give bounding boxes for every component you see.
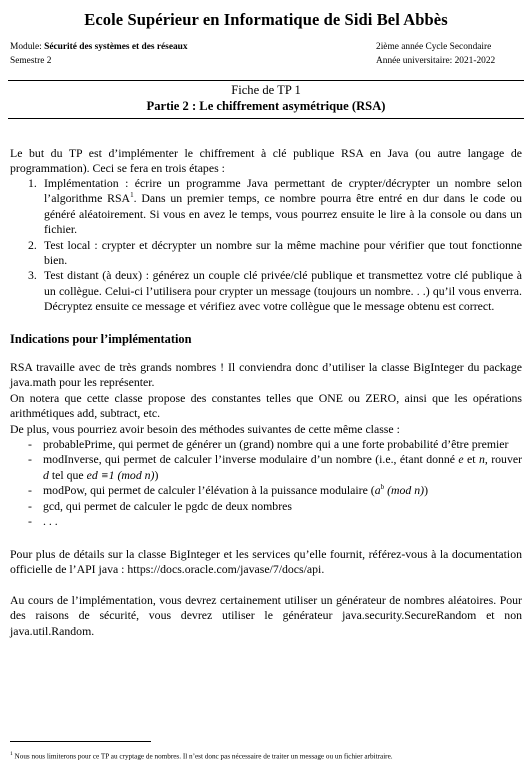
bottom-rule — [8, 118, 524, 119]
method-item — [28, 514, 522, 529]
step-item — [28, 268, 522, 314]
math-exponent: b — [380, 483, 385, 492]
module-label: Module: — [10, 42, 45, 52]
method-text: ) — [154, 467, 159, 482]
math-formula: (mod n) — [384, 483, 425, 498]
list-dash: - — [28, 498, 32, 513]
step-text-cont: . Dans un premier temps, ce nombre pourra être entré en dur dans le code ou généré aléatoirement. Si vous en avez le temps, vous pourrez ensuite le lire à la console ou dans un fichier. — [44, 191, 522, 237]
step-text: Test local : crypter et décrypter un nombre sur la même machine pour vérifier que tout fonctionne bien. — [44, 237, 522, 268]
method-item — [28, 437, 522, 452]
step-item — [28, 238, 522, 269]
method-text: . . . — [43, 514, 58, 529]
step-item — [28, 176, 522, 238]
method-text: probablePrime, qui permet de générer un (grand) nombre qui a une forte probabilité d’être premier — [43, 437, 509, 451]
academic-year: Année universitaire: 2021-2022 — [376, 56, 496, 66]
method-item — [28, 483, 522, 498]
random-paragraph: Au cours de l’implémentation, vous devrez certainement utiliser un générateur de nombres aléatoires. Pour des raisons de sécurité, vous devrez utiliser le générateur java.security.SecureRandom et non java.util.Random. — [10, 593, 522, 638]
math-var: d — [43, 467, 49, 482]
method-text: gcd, qui permet de calculer le pgdc de deux nombres — [43, 498, 292, 513]
method-item — [28, 452, 522, 483]
tp-title: Fiche de TP 1 — [231, 83, 301, 97]
module-name: Sécurité des systèmes et des réseaux — [44, 42, 188, 52]
year-level: 2ième année Cycle Secondaire — [376, 42, 492, 52]
math-var: a — [374, 483, 381, 498]
method-text: ) — [424, 483, 429, 498]
steps-list — [28, 176, 522, 315]
math-var: n — [478, 452, 485, 467]
impl-paragraph-2: On notera que cette classe propose des constantes telles que ONE ou ZERO, ainsi que les opérations arithmétiques add, subtract, etc. — [10, 391, 522, 421]
step-number: 2. — [28, 237, 37, 252]
math-formula: ed ≡1 (mod n) — [86, 467, 155, 482]
step-text: Test distant (à deux) : générez un couple clé privée/clé publique et transmettez votre clé publique à un collègue. Celui-ci l’utilisera pour crypter un message (toujours un nombre. . .) qu’il vous enverra. Décryptez ensuite ce message et vérifiez avec votre collègue que le message obtenu est correct. — [44, 268, 522, 314]
header-left — [10, 40, 188, 68]
step-number: 3. — [28, 268, 37, 283]
school-title: Ecole Supérieur en Informatique de Sidi Bel Abbès — [84, 10, 448, 29]
method-item — [28, 499, 522, 514]
footnote-text: Nous nous limiterons pour ce TP au cryptage de nombres. Il n’est donc pas nécessaire de traiter un message ou un fichier arbitraire. — [12, 752, 393, 761]
method-text: et — [463, 452, 479, 467]
impl-paragraph-3: De plus, vous pourriez avoir besoin des méthodes suivantes de cette même classe : — [10, 422, 400, 436]
list-dash: - — [28, 452, 32, 467]
footnote-ref: 1 — [130, 191, 134, 200]
method-text: modInverse, qui permet de calculer l’inverse modulaire d’un nombre (i.e., étant donné — [43, 452, 459, 467]
module-line — [10, 40, 188, 54]
step-text: Implémentation : écrire un programme Java permettant de crypter/décrypter un nombre selon l’algorithme RSA — [44, 176, 522, 206]
footnote — [10, 749, 526, 761]
impl-paragraph-1: RSA travaille avec de très grands nombres ! Il conviendra donc d’utiliser la classe BigInteger du package java.math pour les représenter. — [10, 360, 522, 390]
impl-heading: Indications pour l’implémentation — [10, 332, 192, 346]
top-rule — [8, 80, 524, 81]
method-text: , rouver — [484, 452, 523, 467]
method-text: modPow, qui permet de calculer l’élévation à la puissance modulaire ( — [43, 483, 375, 498]
list-dash: - — [28, 483, 32, 498]
methods-list — [28, 437, 522, 529]
list-dash: - — [28, 437, 32, 451]
intro-paragraph: Le but du TP est d’implémenter le chiffrement à clé publique RSA en Java (ou autre langage de programmation). Ceci se fera en trois étapes : — [10, 146, 522, 176]
header-right — [376, 40, 522, 68]
step-number: 1. — [28, 176, 37, 190]
method-text: tel que — [48, 467, 87, 482]
list-dash: - — [28, 514, 32, 529]
footnote-mark: 1 — [10, 751, 13, 757]
details-paragraph: Pour plus de détails sur la classe BigInteger et les services qu’elle fournit, référez-vous à la documentation officielle de l’API java : https://docs.oracle.com/javase/7/docs/api. — [10, 547, 522, 577]
semester: Semestre 2 — [10, 56, 52, 66]
math-var: e — [458, 452, 464, 467]
footnote-rule — [10, 741, 151, 742]
part-title: Partie 2 : Le chiffrement asymétrique (RSA) — [146, 99, 386, 113]
